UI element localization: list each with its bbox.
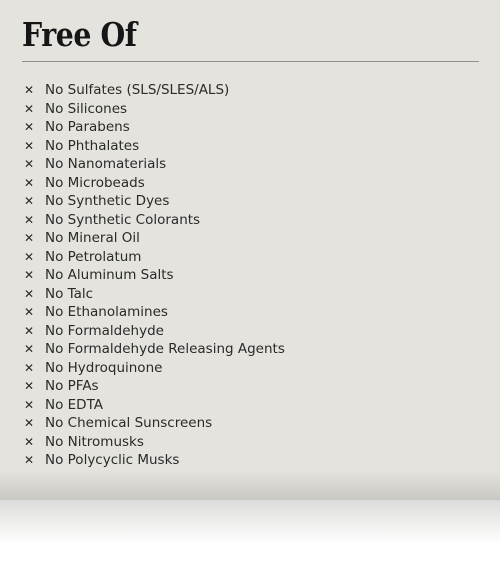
close-x-icon: ✕ bbox=[23, 101, 35, 116]
list-item bbox=[22, 303, 285, 322]
list-item bbox=[22, 451, 285, 470]
list-item-label: No Nanomaterials bbox=[45, 156, 167, 173]
list-item bbox=[22, 359, 285, 378]
list-item-label: No Synthetic Dyes bbox=[45, 193, 170, 210]
list-item-label: No Parabens bbox=[45, 119, 130, 136]
close-x-icon: ✕ bbox=[23, 212, 35, 227]
list-item bbox=[22, 248, 285, 267]
list-item bbox=[22, 322, 285, 341]
list-item-label: No EDTA bbox=[45, 396, 104, 413]
list-item bbox=[22, 377, 285, 396]
list-item-label: No Hydroquinone bbox=[45, 359, 163, 376]
close-x-icon: ✕ bbox=[23, 397, 35, 412]
list-item bbox=[22, 433, 285, 452]
list-item-label: No Formaldehyde Releasing Agents bbox=[45, 341, 285, 358]
list-item bbox=[22, 192, 285, 211]
close-x-icon: ✕ bbox=[23, 434, 35, 449]
free-of-list bbox=[22, 81, 285, 470]
close-x-icon: ✕ bbox=[23, 342, 35, 357]
list-item bbox=[22, 340, 285, 359]
list-item-label: No Synthetic Colorants bbox=[45, 211, 201, 228]
section-title: Free Of bbox=[22, 15, 137, 54]
list-item-label: No Microbeads bbox=[45, 174, 145, 191]
list-item bbox=[22, 229, 285, 248]
list-item-label: No Sulfates (SLS/SLES/ALS) bbox=[45, 82, 230, 99]
list-item bbox=[22, 285, 285, 304]
list-item-label: No Chemical Sunscreens bbox=[45, 415, 213, 432]
list-item-label: No Nitromusks bbox=[45, 433, 144, 450]
list-item bbox=[22, 211, 285, 230]
list-item bbox=[22, 396, 285, 415]
list-item bbox=[22, 414, 285, 433]
close-x-icon: ✕ bbox=[23, 360, 35, 375]
close-x-icon: ✕ bbox=[23, 120, 35, 135]
close-x-icon: ✕ bbox=[23, 323, 35, 338]
list-item-label: No Silicones bbox=[45, 100, 128, 117]
list-item bbox=[22, 81, 285, 100]
list-item bbox=[22, 100, 285, 119]
close-x-icon: ✕ bbox=[23, 249, 35, 264]
close-x-icon: ✕ bbox=[23, 268, 35, 283]
title-divider bbox=[22, 61, 479, 62]
list-item bbox=[22, 137, 285, 156]
close-x-icon: ✕ bbox=[23, 157, 35, 172]
list-item bbox=[22, 118, 285, 137]
close-x-icon: ✕ bbox=[23, 453, 35, 468]
list-item-label: No PFAs bbox=[45, 378, 99, 395]
list-item-label: No Ethanolamines bbox=[45, 304, 168, 321]
close-x-icon: ✕ bbox=[23, 379, 35, 394]
list-item-label: No Polycyclic Musks bbox=[45, 452, 180, 469]
close-x-icon: ✕ bbox=[23, 138, 35, 153]
close-x-icon: ✕ bbox=[23, 175, 35, 190]
list-item-label: No Aluminum Salts bbox=[45, 267, 174, 284]
list-item-label: No Petrolatum bbox=[45, 248, 142, 265]
close-x-icon: ✕ bbox=[23, 305, 35, 320]
close-x-icon: ✕ bbox=[23, 194, 35, 209]
list-item-label: No Mineral Oil bbox=[45, 230, 140, 247]
list-item-label: No Phthalates bbox=[45, 137, 140, 154]
close-x-icon: ✕ bbox=[23, 231, 35, 246]
list-item bbox=[22, 266, 285, 285]
list-item bbox=[22, 155, 285, 174]
close-x-icon: ✕ bbox=[23, 286, 35, 301]
panel-shadow bbox=[0, 500, 500, 545]
close-x-icon: ✕ bbox=[23, 83, 35, 98]
list-item-label: No Talc bbox=[45, 285, 94, 302]
close-x-icon: ✕ bbox=[23, 416, 35, 431]
list-item bbox=[22, 174, 285, 193]
list-item-label: No Formaldehyde bbox=[45, 322, 164, 339]
